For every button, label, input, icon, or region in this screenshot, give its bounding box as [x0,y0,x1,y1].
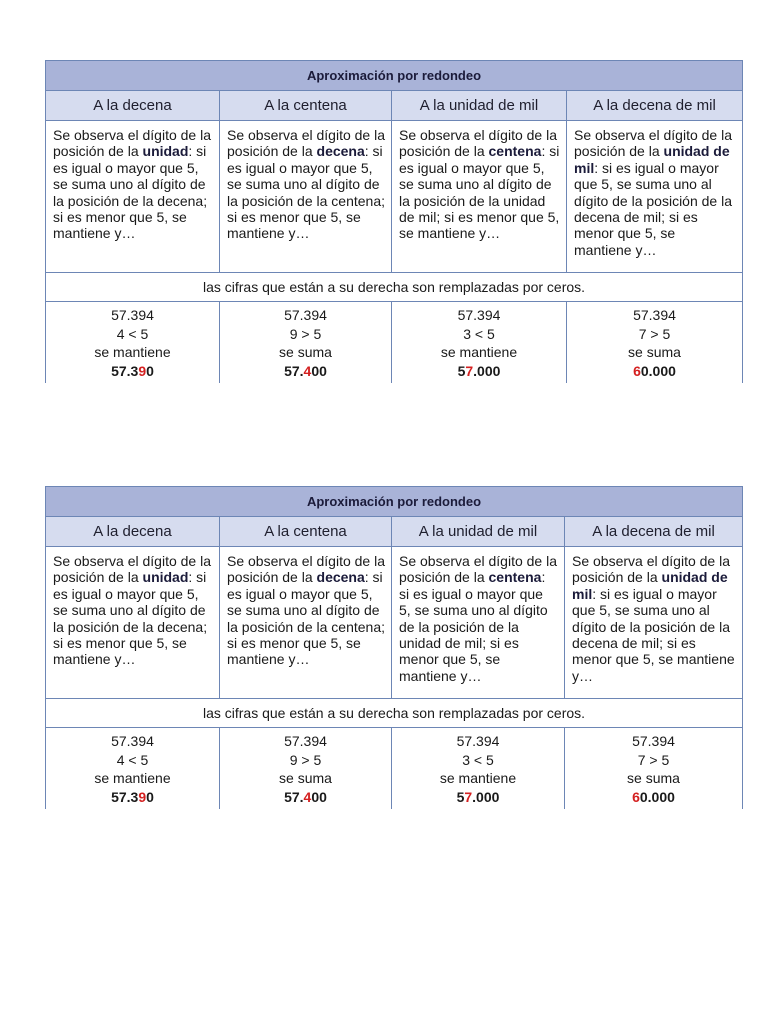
example-number: 57.394 [284,733,327,749]
description-cell: Se observa el dígito de la posición de la centena: si es igual o mayor que 5, se suma uno al dígito de la posición de la unidad de mil; si es menor que 5, se mantiene y… [392,121,567,273]
description-cell: Se observa el dígito de la posición de la unidad de mil: si es igual o mayor que 5, se suma uno al dígito de la posición de la decena de mil; si es menor que 5, se mantiene y… [567,121,743,273]
example-cell [46,728,220,810]
column-header-unidad-de-mil: A la unidad de mil [392,91,567,121]
column-header-centena: A la centena [220,517,392,547]
example-comparison: 7 > 5 [638,325,671,342]
example-result: 57.400 [284,788,327,805]
example-comparison: 3 < 5 [463,325,495,342]
example-cell [565,728,743,810]
example-action: se suma [627,770,680,786]
example-cell [392,302,567,384]
example-number: 57.394 [284,307,327,323]
column-header-decena: A la decena [46,91,220,121]
description-cell: Se observa el dígito de la posición de la decena: si es igual o mayor que 5, se suma uno al dígito de la posición de la centena; si es menor que 5, se mantiene y… [220,547,392,699]
column-header-decena-de-mil: A la decena de mil [565,517,743,547]
example-action: se mantiene [94,770,171,786]
example-action: se mantiene [94,344,171,360]
example-comparison: 3 < 5 [462,751,494,768]
description-cell: Se observa el dígito de la posición de la decena: si es igual o mayor que 5, se suma uno al dígito de la posición de la centena; si es menor que 5, se mantiene y… [220,121,392,273]
example-result: 57.400 [284,362,327,379]
rounding-table-2 [45,486,743,809]
rounding-table-1 [45,60,743,383]
column-header-unidad-de-mil: A la unidad de mil [392,517,565,547]
column-header-centena: A la centena [220,91,392,121]
example-number: 57.394 [111,307,154,323]
example-number: 57.394 [633,307,676,323]
example-number: 57.394 [456,733,500,749]
example-comparison: 7 > 5 [637,751,670,768]
description-cell: Se observa el dígito de la posición de la unidad: si es igual o mayor que 5, se suma uno al dígito de la posición de la decena; si es menor que 5, se mantiene y… [46,121,220,273]
table-title: Aproximación por redondeo [46,61,743,91]
example-result: 60.000 [633,362,676,379]
example-cell [220,728,392,810]
table-title: Aproximación por redondeo [46,487,743,517]
example-cell [46,302,220,384]
example-number: 57.394 [111,733,154,749]
example-action: se mantiene [439,770,517,786]
example-action: se suma [628,344,681,360]
example-result: 57.000 [457,362,501,379]
note-text: las cifras que están a su derecha son remplazadas por ceros. [46,273,743,302]
example-comparison: 4 < 5 [116,751,149,768]
example-comparison: 4 < 5 [116,325,149,342]
column-header-decena-de-mil: A la decena de mil [567,91,743,121]
example-comparison: 9 > 5 [289,751,322,768]
example-number: 57.394 [457,307,501,323]
note-text: las cifras que están a su derecha son remplazadas por ceros. [46,699,743,728]
example-comparison: 9 > 5 [289,325,322,342]
example-cell [392,728,565,810]
example-result: 57.390 [111,362,154,379]
example-number: 57.394 [632,733,675,749]
example-cell [220,302,392,384]
column-header-decena: A la decena [46,517,220,547]
description-cell: Se observa el dígito de la posición de la unidad de mil: si es igual o mayor que 5, se suma uno al dígito de la posición de la decena de mil; si es menor que 5, se mantiene y… [565,547,743,699]
description-cell: Se observa el dígito de la posición de la centena: si es igual o mayor que 5, se suma uno al dígito de la posición de la unidad de mil; si es menor que 5, se mantiene y… [392,547,565,699]
example-action: se suma [279,770,332,786]
example-result: 57.000 [456,788,500,805]
example-action: se suma [279,344,332,360]
example-result: 57.390 [111,788,154,805]
example-result: 60.000 [632,788,675,805]
example-action: se mantiene [440,344,518,360]
description-cell: Se observa el dígito de la posición de la unidad: si es igual o mayor que 5, se suma uno al dígito de la posición de la decena; si es menor que 5, se mantiene y… [46,547,220,699]
example-cell [567,302,743,384]
